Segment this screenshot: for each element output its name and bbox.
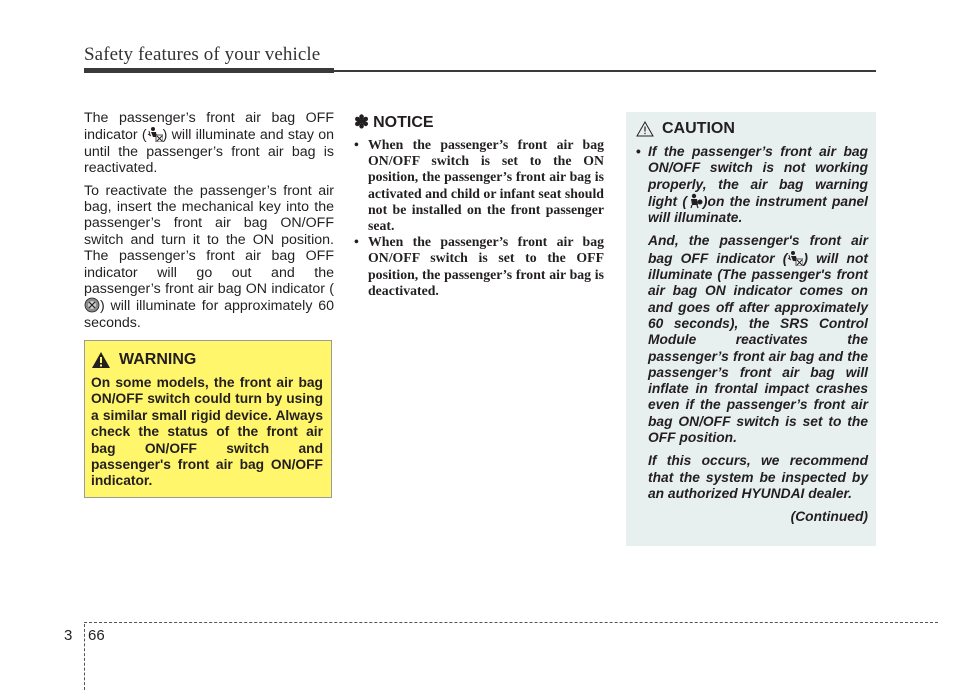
caution-paragraph-2 [648, 233, 868, 446]
caution-p2-b: ) will not illuminate (The passenger's front air bag ON indicator comes on and goes off after approximately 60 seconds), the SRS Control Module reactivates the passenger’s front air bag and the passenger’s front air bag will inflate in frontal impact crashes even if the passenger’s front air bag ON/OFF switch is set to the OFF position. [648, 250, 868, 446]
p2-text-b: ) will illuminate for approximately 60 seconds. [84, 298, 334, 331]
notice-bullet: • [354, 234, 359, 250]
airbag-on-icon [84, 297, 100, 313]
caution-item1-b: )on the instrument panel will illuminate. [648, 193, 869, 226]
airbag-off-indicator-icon [787, 250, 803, 266]
caution-header [636, 120, 868, 138]
caution-item1-a: If the passenger’s front air bag ON/OFF switch is not working properly, the air bag warning light ( [648, 144, 868, 209]
p1-text-a: The passenger’s front air bag OFF indicator ( [84, 110, 334, 144]
airbag-off-icon [147, 126, 163, 142]
caution-body [636, 144, 868, 526]
notice-bullet: • [354, 137, 359, 152]
footer-page-number: 66 [88, 627, 105, 644]
notice-list [354, 137, 604, 299]
notice-item-text: When the passenger’s front air bag ON/OFF switch is set to the ON position, the passenger’s front air bag is activated and child or infant seat should not be installed on the front passenger seat. [368, 137, 604, 234]
notice-item [354, 137, 604, 234]
notice-header [354, 112, 604, 133]
caution-paragraph-3: If this occurs, we recommend that the system be inspected by an authorized HYUNDAI dealer. [648, 453, 868, 501]
paragraph-off-indicator [84, 110, 334, 177]
footer-dashed-rule [84, 622, 938, 623]
warning-box [84, 340, 332, 498]
continued-label: (Continued) [790, 509, 868, 525]
notice-star-icon: ✽ [354, 112, 370, 132]
airbag-warning-light-icon [687, 193, 703, 209]
caution-title: CAUTION [662, 120, 735, 137]
paragraph-reactivate [84, 183, 334, 332]
caution-bullet: • [636, 144, 641, 159]
warning-header [91, 351, 323, 369]
notice-title: NOTICE [373, 113, 434, 131]
caution-item [636, 144, 868, 226]
notice-item [354, 234, 604, 299]
header-rule-thin [334, 70, 876, 72]
caution-triangle-icon [636, 121, 654, 137]
footer-chapter-number: 3 [64, 627, 73, 644]
warning-body: On some models, the front air bag ON/OFF switch could turn by using a similar small rigid device. Always check the status of the front air bag ON/OFF switch and passenger's front air bag ON/OFF indicator. [91, 375, 323, 489]
warning-triangle-icon [91, 351, 111, 369]
caution-box [626, 112, 876, 546]
notice-column [354, 112, 604, 299]
left-column [84, 110, 334, 337]
caution-p2-a: And, the passenger's front air bag OFF indicator ( [648, 233, 868, 266]
p1-text-b: ) will illuminate and stay on until the passenger’s front air bag is reactivated. [84, 127, 334, 177]
footer-vertical-dashed-rule [84, 624, 85, 690]
warning-title: WARNING [119, 351, 197, 368]
notice-item-text: When the passenger’s front air bag ON/OFF switch is set to the OFF position, the passenger’s front air bag is deactivated. [368, 234, 604, 298]
p2-text-a: To reactivate the passenger’s front air bag, insert the mechanical key into the passenger’s front air bag ON/OFF switch and turn it to the ON position. The passenger’s front air bag OFF indicator will go out and the passenger’s front air bag ON indicator ( [84, 182, 334, 298]
header-rule-thick [84, 68, 334, 73]
page-header-title: Safety features of your vehicle [84, 44, 321, 65]
